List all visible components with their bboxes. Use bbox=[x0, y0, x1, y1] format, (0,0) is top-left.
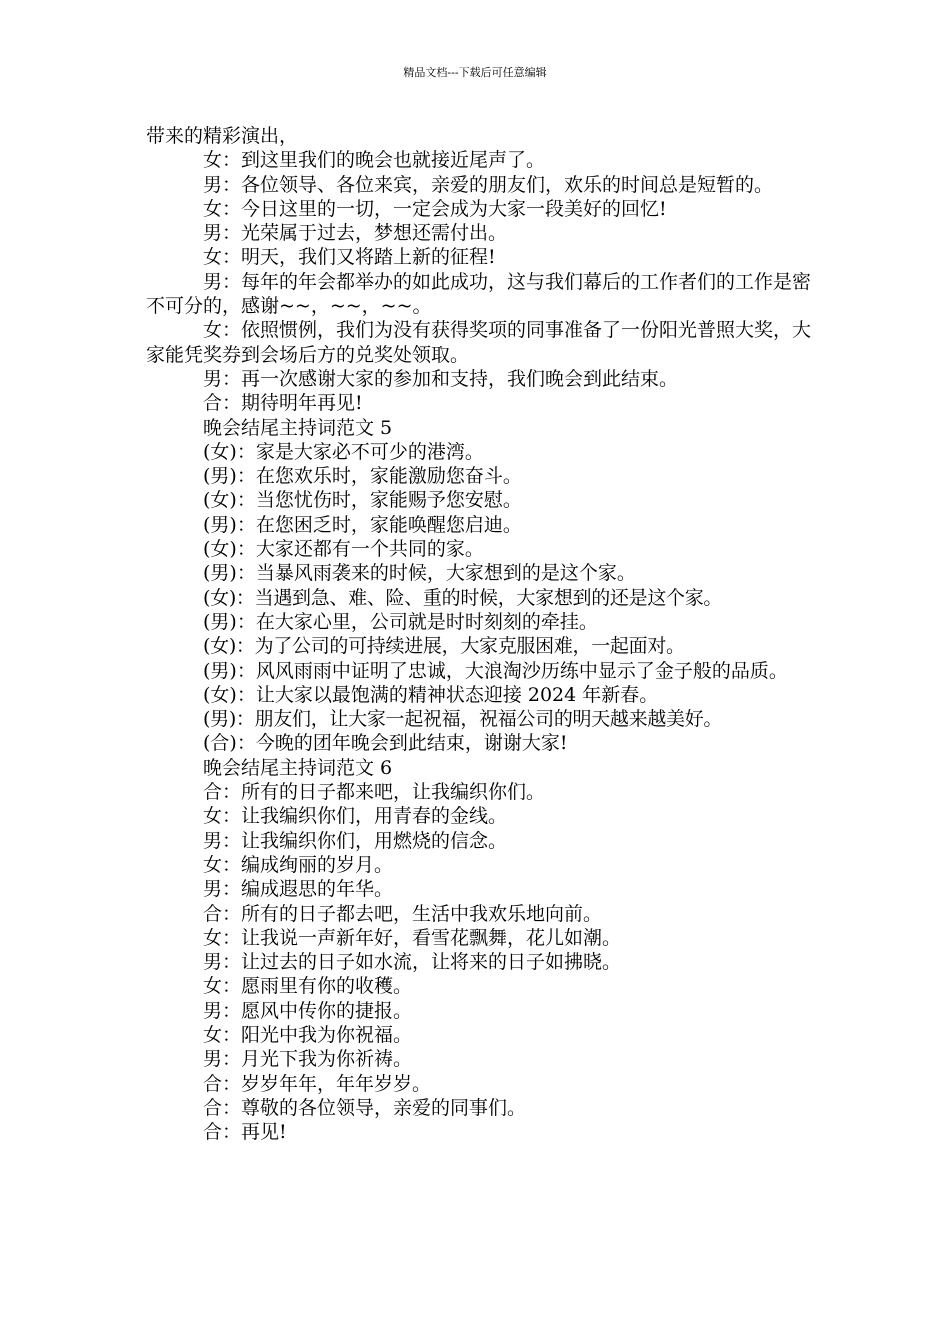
document-body bbox=[146, 124, 818, 1144]
paragraph: 男：让我编织你们，用燃烧的信念。 bbox=[203, 829, 508, 852]
paragraph: (女)：当您忧伤时，家能赐予您安慰。 bbox=[203, 489, 522, 512]
paragraph: 女：让我编织你们，用青春的金线。 bbox=[203, 805, 508, 828]
paragraph: 男：每年的年会都举办的如此成功，这与我们幕后的工作者们的工作是密不可分的，感谢~~，~~，~~。 bbox=[146, 270, 812, 318]
paragraph: (女)：为了公司的可持续进展，大家克服困难，一起面对。 bbox=[203, 635, 685, 658]
paragraph: (男)：风风雨雨中证明了忠诚，大浪淘沙历练中显示了金子般的品质。 bbox=[203, 659, 788, 682]
paragraph: 男：再一次感谢大家的参加和支持，我们晚会到此结束。 bbox=[203, 367, 679, 390]
paragraph: 合：再见! bbox=[203, 1121, 287, 1144]
paragraph: 合：所有的日子都去吧，生活中我欢乐地向前。 bbox=[203, 902, 603, 925]
paragraph: 合：尊敬的各位领导，亲爱的同事们。 bbox=[203, 1096, 527, 1119]
paragraph: (女)：家是大家必不可少的港湾。 bbox=[203, 440, 484, 463]
paragraph: (合)：今晚的团年晚会到此结束，谢谢大家! bbox=[203, 732, 568, 755]
paragraph: 女：让我说一声新年好，看雪花飘舞，花儿如潮。 bbox=[203, 926, 622, 949]
paragraph: (男)：朋友们，让大家一起祝福，祝福公司的明天越来越美好。 bbox=[203, 708, 723, 731]
paragraph: 合：所有的日子都来吧，让我编织你们。 bbox=[203, 781, 546, 804]
paragraph: (女)：让大家以最饱满的精神状态迎接 2024 年新春。 bbox=[203, 683, 659, 706]
paragraph: 男：编成遐思的年华。 bbox=[203, 878, 394, 901]
paragraph: 合：岁岁年年，年年岁岁。 bbox=[203, 1072, 432, 1095]
paragraph: 女：今日这里的一切，一定会成为大家一段美好的回忆! bbox=[203, 197, 667, 220]
paragraph: (男)：在大家心里，公司就是时时刻刻的牵挂。 bbox=[203, 610, 598, 633]
paragraph: 男：月光下我为你祈祷。 bbox=[203, 1048, 413, 1071]
paragraph: (女)：大家还都有一个共同的家。 bbox=[203, 538, 484, 561]
paragraph: 女：明天，我们又将踏上新的征程! bbox=[203, 246, 496, 269]
section-heading: 晚会结尾主持词范文 6 bbox=[203, 756, 393, 779]
paragraph: 女：编成绚丽的岁月。 bbox=[203, 853, 394, 876]
paragraph: 女：阳光中我为你祝福。 bbox=[203, 1023, 413, 1046]
paragraph: 男：让过去的日子如水流，让将来的日子如拂晓。 bbox=[203, 951, 622, 974]
paragraph: 男：愿风中传你的捷报。 bbox=[203, 999, 413, 1022]
paragraph: 女：到这里我们的晚会也就接近尾声了。 bbox=[203, 149, 546, 172]
paragraph: 带来的精彩演出， bbox=[146, 125, 299, 147]
paragraph: (男)：在您困乏时，家能唤醒您启迪。 bbox=[203, 513, 522, 536]
page-header: 精品文档---下载后可任意编辑 bbox=[403, 66, 547, 79]
paragraph: (女)：当遇到急、难、险、重的时候，大家想到的还是这个家。 bbox=[203, 586, 723, 609]
paragraph: (男)：在您欢乐时，家能激励您奋斗。 bbox=[203, 465, 522, 488]
paragraph: 女：依照惯例，我们为没有获得奖项的同事准备了一份阳光普照大奖，大家能凭奖券到会场后方的兑奖处领取。 bbox=[146, 319, 812, 366]
paragraph: 女：愿雨里有你的收穫。 bbox=[203, 975, 413, 998]
paragraph: 男：光荣属于过去，梦想还需付出。 bbox=[203, 222, 508, 245]
paragraph: 男：各位领导、各位来宾，亲爱的朋友们，欢乐的时间总是短暂的。 bbox=[203, 173, 774, 196]
paragraph: (男)：当暴风雨袭来的时候，大家想到的是这个家。 bbox=[203, 562, 636, 585]
section-heading: 晚会结尾主持词范文 5 bbox=[203, 416, 393, 439]
paragraph: 合：期待明年再见! bbox=[203, 392, 363, 415]
